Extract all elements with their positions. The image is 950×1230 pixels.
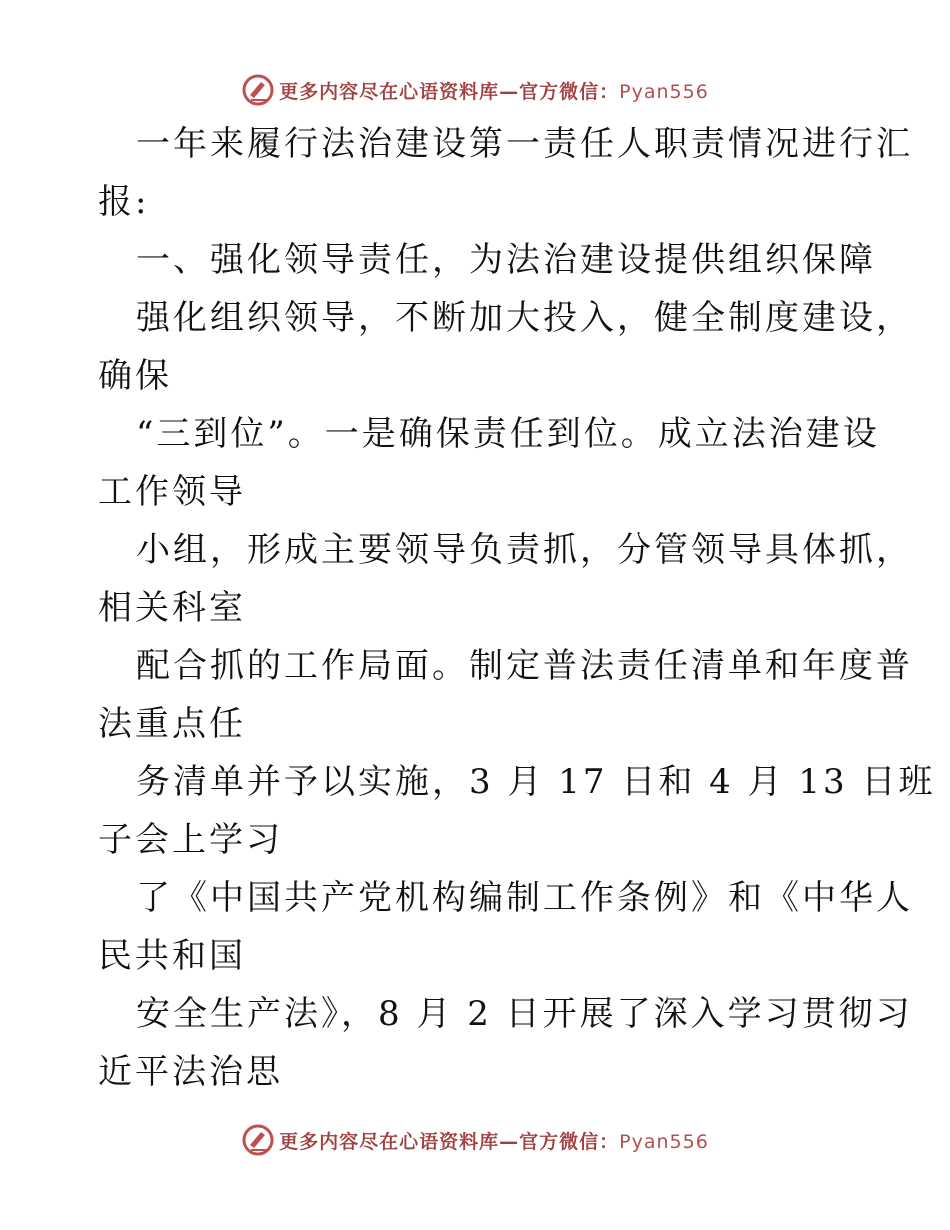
watermark-footer [0, 1120, 950, 1160]
text-line: 民共和国 [98, 936, 246, 976]
watermark-logo-icon [241, 1123, 275, 1157]
watermark-header [0, 70, 950, 110]
text-line: 法重点任 [98, 704, 246, 744]
watermark-text: 更多内容尽在心语资料库—官方微信：Pyan556 [279, 1130, 709, 1153]
text-line: 小组，形成主要领导负责抓，分管领导具体抓， [136, 530, 913, 570]
document-body [98, 115, 936, 1101]
text-line: 安全生产法》，8 月 2 日开展了深入学习贯彻习 [136, 994, 913, 1034]
text-line: 强化组织领导，不断加大投入，健全制度建设， [136, 298, 913, 338]
text-line: 报: [98, 182, 150, 222]
text-line: 了《中国共产党机构编制工作条例》和《中华人 [136, 878, 913, 918]
text-line: 子会上学习 [98, 820, 283, 860]
text-line: 一年来履行法治建设第一责任人职责情况进行汇 [136, 124, 913, 164]
text-line: 工作领导 [98, 472, 246, 512]
text-line: 务清单并予以实施，3 月 17 日和 4 月 13 日班 [136, 762, 936, 802]
text-line: “三到位”。一是确保责任到位。成立法治建设 [136, 414, 880, 454]
text-line: 一、强化领导责任，为法治建设提供组织保障 [136, 240, 876, 280]
text-line: 相关科室 [98, 588, 246, 628]
text-line: 近平法治思 [98, 1052, 283, 1092]
watermark-text: 更多内容尽在心语资料库—官方微信：Pyan556 [279, 80, 709, 103]
text-line: 配合抓的工作局面。制定普法责任清单和年度普 [136, 646, 913, 686]
text-line: 确保 [98, 356, 172, 396]
watermark-logo-icon [241, 73, 275, 107]
